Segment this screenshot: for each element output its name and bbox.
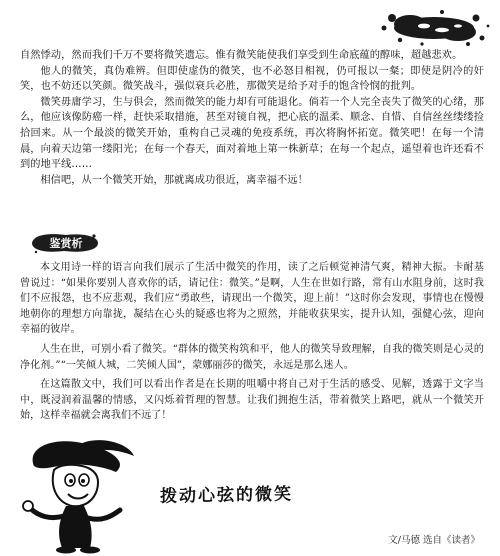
badge-label: 鉴赏析 (49, 237, 83, 250)
next-article-title: 拨动心弦的微笑 (159, 484, 294, 507)
review-paragraph: 人生在世，可别小看了微笑。“群体的微笑构筑和平，他人的微笑导致理解，自我的微笑则是心灵的净化剂。”“一笑倾人城，二笑倾人国”，蒙娜丽莎的微笑，永远是那么迷人。 (20, 343, 484, 371)
ink-splash-decoration (372, 4, 492, 52)
review-paragraph: 本文用诗一样的语言向我们展示了生活中微笑的作用，读了之后顿觉神清气爽，精神大振。卡耐基曾说过：“如果你要别人喜欢你的话，请记住：微笑。”是啊，人生在世如行路，常有山水阻身前，这时我们不应报怨，也不应悲观，我们应“勇敢些，请现出一个微笑，迎上前！”这时你会发现，事情也在慢慢地朝你的理想方向靠拢，凝结在心头的疑惑也将为之照然，并能收获果实，提升认知，强健心弦，迎向幸福的彼岸。 (20, 262, 484, 336)
article-paragraph: 相信吧，从一个微笑开始，那就离成功很近，离幸福不远！ (40, 174, 308, 186)
review-paragraph: 在这篇散文中，我们可以看出作者是在长期的咀嚼中将自己对于生活的感受、见解，透露于文字当中，既浸润着温馨的情感，又闪烁着哲理的智慧。让我们拥抱生活，带着微笑上路吧，就从一个微笑开始，这样幸福就会离我们不远了！ (20, 379, 484, 422)
appreciation-badge (28, 232, 102, 254)
article-paragraph: 自然悸动，然而我们千万不要将微笑遗忘。惟有微笑能使我们享受到生命底蕴的醇味，超越悲欢。 (20, 50, 463, 61)
cartoon-character-illustration (16, 436, 146, 554)
article-paragraph: 他人的微笑，真伪难辨。但即使虚伪的微笑，也不必怒目相视，仍可报以一粲；即使是阴冷的奸笑，也不妨还以笑颜。微笑战斗，强似衰兵必胜，那微笑是给予对手的饱含怜悯的批判。 (20, 65, 484, 93)
article-paragraph: 微笑毋庸学习，生与俱会，然而微笑的能力却有可能退化。倘若一个人完全丧失了微笑的心绪，那么，他应该像防癌一样，赶快采取措施，甚至对镜自视，把心底的温柔、顺念、自惜、自信丝丝缕缕捡拾回来。从一个最淡的微笑开始，重构自己灵魂的免疫系统，再次将胸怀拓宽。微笑吧！在每一个清晨，向着天边第一缕阳光；在每一个春天，面对着地上第一株新草；在每一个起点，遥望着也许还看不到的地平线…… (20, 96, 484, 171)
article-body (20, 48, 484, 188)
article-byline: 文/马德 选自《读者》 (388, 535, 480, 546)
review-body (20, 260, 484, 428)
